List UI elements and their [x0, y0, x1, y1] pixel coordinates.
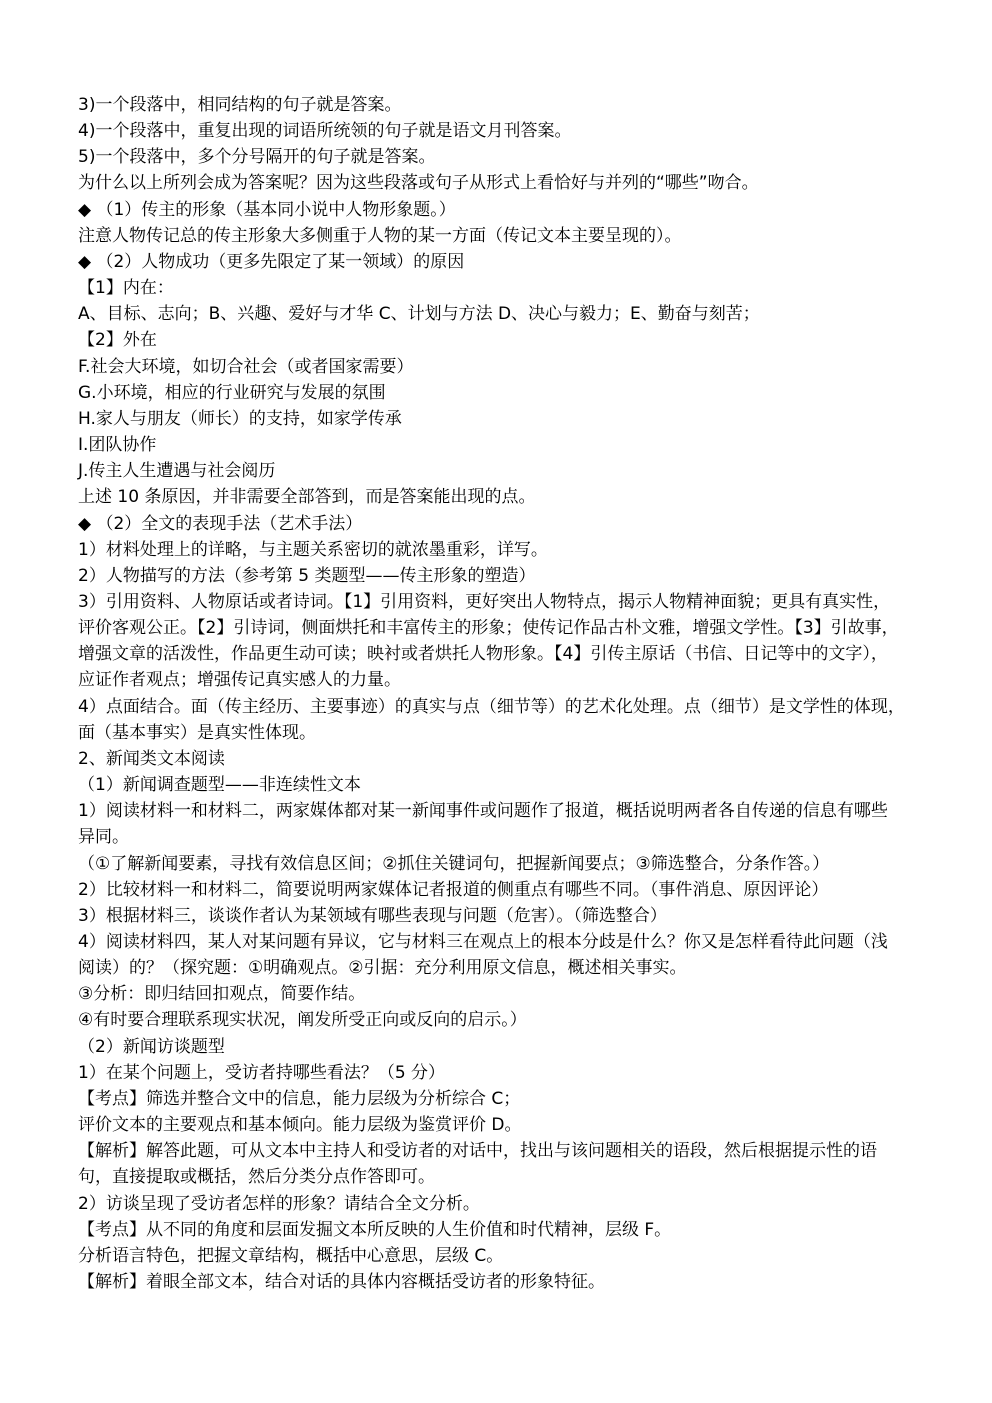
- text-line-bullet: ◆ （2）全文的表现手法（艺术手法）: [78, 513, 363, 534]
- text-line: 增强文章的活泼性，作品更生动可读；映衬或者烘托人物形象。【4】引传主原话（书信、日记等中的文字），: [78, 644, 888, 665]
- text-line: 评价文本的主要观点和基本倾向。能力层级为鉴赏评价 D。: [78, 1115, 522, 1136]
- section-heading: 2、新闻类文本阅读: [78, 748, 225, 769]
- text-line: 上述 10 条原因，并非需要全部答到，而是答案能出现的点。: [78, 487, 536, 508]
- text-line: 句，直接提取或概括，然后分类分点作答即可。: [78, 1167, 435, 1188]
- text-line: 【考点】筛选并整合文中的信息，能力层级为分析综合 C；: [78, 1088, 521, 1109]
- text-line: 【1】内在：: [78, 278, 174, 299]
- text-line-bullet: ◆ （1）传主的形象（基本同小说中人物形象题。）: [78, 199, 456, 220]
- text-line: H.家人与朋友（师长）的支持，如家学传承: [78, 408, 402, 429]
- text-line: 为什么以上所列会成为答案呢？因为这些段落或句子从形式上看恰好与并列的“哪些”吻合。: [78, 173, 759, 194]
- text-line: 1）在某个问题上，受访者持哪些看法？（5 分）: [78, 1062, 446, 1083]
- text-line: 异同。: [78, 827, 129, 848]
- text-line: 评价客观公正。【2】引诗词，侧面烘托和丰富传主的形象；使传记作品古朴文雅，增强文学性。【3】引故事，: [78, 618, 899, 639]
- text-line: 【考点】从不同的角度和层面发掘文本所反映的人生价值和时代精神，层级 F。: [78, 1219, 672, 1240]
- text-line: 2）人物描写的方法（参考第 5 类题型——传主形象的塑造）: [78, 565, 536, 586]
- text-line: 4)一个段落中，重复出现的词语所统领的句子就是语文月刊答案。: [78, 121, 572, 142]
- text-line: 2）比较材料一和材料二，简要说明两家媒体记者报道的侧重点有哪些不同。（事件消息、原因评论）: [78, 879, 829, 900]
- text-line: 3)一个段落中，相同结构的句子就是答案。: [78, 95, 402, 115]
- text-line: （2）新闻访谈题型: [78, 1036, 225, 1057]
- text-line: 【2】外在: [78, 330, 157, 351]
- text-line: I.团队协作: [78, 435, 157, 456]
- text-line: J.传主人生遭遇与社会阅历: [78, 461, 276, 482]
- text-line: 分析语言特色，把握文章结构，概括中心意思，层级 C。: [78, 1245, 504, 1266]
- text-line: 面（基本事实）是真实性体现。: [78, 722, 316, 743]
- text-line: 3）引用资料、人物原话或者诗词。【1】引用资料，更好突出人物特点，揭示人物精神面貌；更具有真实性，: [78, 591, 891, 612]
- text-line: （1）新闻调查题型——非连续性文本: [78, 775, 361, 796]
- text-line: 应证作者观点；增强传记真实感人的力量。: [78, 670, 401, 691]
- document-page: [78, 92, 952, 1295]
- text-line: G.小环境，相应的行业研究与发展的氛围: [78, 382, 386, 403]
- text-line: 1）材料处理上的详略，与主题关系密切的就浓墨重彩，详写。: [78, 539, 548, 560]
- text-line: 4）阅读材料四，某人对某问题有异议，它与材料三在观点上的根本分歧是什么？你又是怎样看待此问题（浅: [78, 932, 888, 952]
- text-line: 5)一个段落中，多个分号隔开的句子就是答案。: [78, 147, 436, 168]
- text-line: （①了解新闻要素，寻找有效信息区间；②抓住关键词句，把握新闻要点；③筛选整合，分条作答。）: [78, 853, 830, 874]
- text-line: 注意人物传记总的传主形象大多侧重于人物的某一方面（传记文本主要呈现的）。: [78, 225, 682, 246]
- text-line: ④有时要合理联系现实状况，阐发所受正向或反向的启示。）: [78, 1010, 527, 1031]
- text-line: 1）阅读材料一和材料二，两家媒体都对某一新闻事件或问题作了报道，概括说明两者各自传递的信息有哪些: [78, 801, 888, 822]
- text-line: 3）根据材料三，谈谈作者认为某领域有哪些表现与问题（危害）。（筛选整合）: [78, 905, 667, 926]
- text-line: F.社会大环境，如切合社会（或者国家需要）: [78, 356, 414, 377]
- text-line-bullet: ◆ （2）人物成功（更多先限定了某一领域）的原因: [78, 251, 465, 272]
- text-line: 【解析】解答此题，可从文本中主持人和受访者的对话中，找出与该问题相关的语段，然后根据提示性的语: [78, 1141, 877, 1162]
- text-line: A、目标、志向；B、兴趣、爱好与才华 C、计划与方法 D、决心与毅力；E、勤奋与刻苦；: [78, 304, 760, 325]
- text-line: 阅读）的？（探究题：①明确观点。②引据：充分利用原文信息，概述相关事实。: [78, 958, 687, 979]
- text-line: 4）点面结合。面（传主经历、主要事迹）的真实与点（细节等）的艺术化处理。点（细节）是文学性的体现，: [78, 696, 905, 717]
- text-line: 2）访谈呈现了受访者怎样的形象？请结合全文分析。: [78, 1193, 480, 1214]
- text-line: ③分析：即归结回扣观点，简要作结。: [78, 984, 366, 1005]
- text-line: 【解析】着眼全部文本，结合对话的具体内容概括受访者的形象特征。: [78, 1272, 605, 1293]
